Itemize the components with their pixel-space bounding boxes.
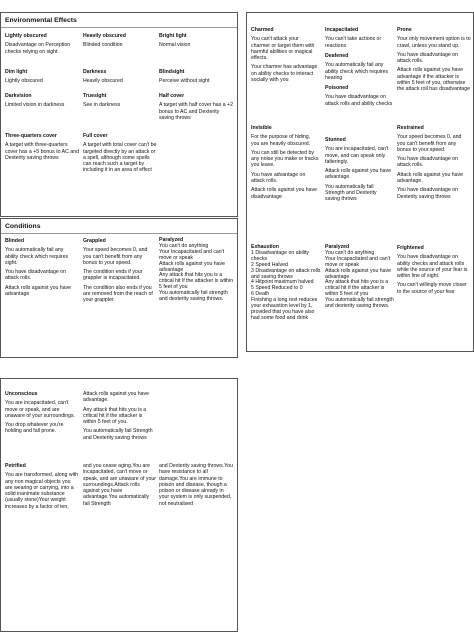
cell-title: Invisible [251, 125, 272, 131]
cell-text: Any attack that hits you is a critical hit if the attacker is within 5 feet of you [159, 272, 234, 291]
condition-cell [325, 137, 393, 206]
cell-text: and Dexterity saving throws.You have resistance to all damage.You are immune to poison and disease, though a poison or disease already in your system is only suspended, not neutralised [159, 463, 233, 507]
cell-text: You can't do anything [159, 242, 209, 249]
condition-cell [5, 463, 79, 513]
cell-title: Incapacitated [325, 27, 359, 33]
cell-text: 5 Speed Reduced to 0 [251, 285, 303, 292]
env-cell [5, 93, 77, 112]
cell-title: Paralyzed [325, 244, 350, 250]
cell-text: A target with half cover has a +2 bonus to AC and Dexterity saving throws [159, 102, 233, 121]
cell-title: Paralyzed [159, 237, 184, 243]
cell-text: You have disadvantage on attack rolls. [397, 51, 458, 65]
cell-title: Frightened [397, 245, 424, 251]
cell-text: Your speed becomes 0, and you can't benefit from any bonus to your speed. [397, 134, 462, 153]
conditions-panel-continued [0, 378, 238, 632]
condition-cell [397, 125, 471, 203]
cell-title: Lightly obscured [5, 33, 47, 39]
cell-title: Heavily obscured [83, 33, 126, 39]
cell-text: Heavily obscured [83, 78, 123, 85]
cell-text: You have disadvantage on attack rolls. [397, 156, 458, 169]
cell-text: Your speed becomes 0, and you can't benefit from any bonus to your speed. [83, 247, 148, 266]
cell-text: You have disadvantage on Dexterity saving throws [397, 187, 458, 200]
cell-text: You automatically fail any ability check which requires sight. [5, 247, 69, 266]
cell-text: The condition also ends if you are removed from the reach of your grappler [83, 284, 153, 304]
cell-title: Grappled [83, 238, 106, 244]
cell-text: Limited vision in darkness [5, 102, 65, 109]
cell-title: Dim light [5, 69, 28, 75]
env-cell [83, 33, 155, 52]
cell-title: Exhaustion [251, 244, 279, 250]
cell-text: 6 Death [251, 291, 270, 298]
cell-text: Attack rolls against you have advantage. [83, 391, 150, 404]
cell-text: You automatically fail any ability check which requires hearing [325, 62, 389, 81]
cell-title: Three-quarters cover [5, 133, 57, 139]
cell-text: Normal vision [159, 42, 191, 49]
condition-cell [159, 463, 235, 510]
cell-text: Your charmer has advantage on ability checks to interact socially with you [251, 64, 318, 84]
cell-text: Attack rolls against you have disadvantage [251, 187, 318, 200]
cell-title: Deafened [325, 53, 349, 59]
condition-cell [5, 391, 77, 438]
cell-text: Attack rolls against you have advantage [5, 284, 72, 298]
cell-text: You can't take actions or reactions [325, 36, 382, 49]
env-cell [5, 133, 79, 164]
cell-text: Attack rolls against you have advantage. [397, 171, 464, 185]
condition-cell [397, 245, 471, 298]
cell-text: You have disadvantage on attack rolls. [5, 269, 66, 282]
cell-text: See in darkness [83, 102, 121, 109]
cell-text: You can still be detected by any noise you make or tracks you leave. [251, 149, 319, 169]
env-cell [83, 133, 157, 177]
cell-title: Half cover [159, 93, 185, 99]
cell-text: and you cease aging.You are incapacitated, can't move or speak, and are unaware of your surroundings.Attack rolls against you have advantage.You automatically fail Strength [83, 463, 156, 507]
cell-text: You have disadvantage on ability checks and attack rolls while the source of your fear is within line of sight. [397, 254, 468, 280]
condition-cell [251, 27, 319, 86]
env-cell [83, 93, 155, 112]
cell-title: Blindsight [159, 69, 185, 75]
condition-cell [397, 27, 471, 96]
cell-text: Attack rolls against you have advantage. [325, 168, 392, 181]
cell-title: Full cover [83, 133, 108, 139]
cell-text: You can't attack your charmer or target them with harmful abilities or magical effects. [251, 36, 315, 62]
conditions-panel [0, 218, 238, 358]
cell-title: Bright light [159, 33, 187, 39]
cell-text: Finishing a long rest reduces your exhaustion level by 1, provided that you have also had some food and drink [251, 297, 318, 321]
cell-text: A target with three-quarters cover has a +5 bonus to AC and Dexterity saving throws [5, 142, 79, 161]
env-cell [5, 33, 77, 58]
env-cell [159, 33, 233, 52]
cell-text: Your Incapacitated and can't move or speak [325, 255, 391, 268]
cell-text: You have disadvantage on attack rolls and ability checks [325, 94, 393, 107]
divider [1, 233, 237, 234]
cell-title: Petrified [5, 463, 26, 469]
cell-text: Attack rolls against you have advantage if the attacker is within 5 feet of you, otherwise the attack roll has disadvantage [397, 67, 470, 93]
condition-cell [83, 238, 155, 307]
cell-text: Lightly obscured [5, 78, 43, 85]
panel-title: Conditions [5, 223, 41, 230]
condition-cell [325, 245, 395, 310]
cell-text: Blinded condition [83, 42, 123, 49]
condition-cell [325, 53, 393, 84]
conditions-panel-right [246, 12, 474, 352]
cell-text: You automatically fail strength and dexterity saving throws. [159, 290, 228, 303]
cell-title: Stunned [325, 137, 346, 143]
cell-text: 3 Disadvantage on attack rolls and saving throws [251, 267, 321, 280]
cell-title: Poisoned [325, 85, 349, 91]
env-cell [159, 93, 233, 124]
cell-text: Any attack that hits you is a critical hit if the attacker is within 5 feet of you [325, 279, 389, 298]
cell-title: Charmed [251, 27, 274, 33]
panel-title: Environmental Effects [5, 17, 77, 24]
cell-text: You drop whatever you're holding and fall prone. [5, 422, 64, 435]
condition-cell [5, 238, 77, 300]
cell-text: You have advantage on attack rolls. [251, 171, 306, 185]
cell-text: Perceive without sight [159, 78, 210, 85]
cell-text: Disadvantage on Perception checks relying on sight [5, 42, 71, 55]
cell-text: Attack rolls against you have advantage [159, 260, 226, 273]
cell-text: The condition ends if your grappler is incapacitated. [83, 269, 143, 282]
cell-text: 1 Disadvantage on ability checks [251, 249, 309, 262]
cell-text: You are incapacitated, can't move or speak, and are unaware of your surroundings. [5, 400, 76, 419]
condition-cell [83, 463, 157, 510]
cell-text: You automatically fail Strength and Dexterity saving throws [325, 183, 377, 203]
condition-cell [325, 85, 393, 110]
condition-cell [83, 391, 155, 444]
condition-cell [251, 245, 321, 322]
cell-title: Prone [397, 27, 412, 33]
env-cell [83, 69, 155, 88]
cell-text: You are transformed, along with any non magical objects you are wearing or carrying, into a solid inanimate substance (usually stone)Your weight increases by a factor of ten, [5, 472, 79, 510]
cell-text: You can't willingly move closer to the source of your fear [397, 282, 467, 295]
cell-text: Any attack that hits you is a critical hit if the attacker is within 5 feet of you. [83, 406, 147, 426]
cell-title: Blinded [5, 238, 25, 244]
divider [1, 27, 237, 28]
env-cell [159, 69, 233, 88]
cell-text: You are incapacitated, can't move, and can speak only falteringly. [325, 146, 389, 165]
env-cell [5, 69, 77, 88]
cell-text: You can't do anything [325, 249, 375, 256]
condition-cell [325, 27, 393, 52]
cell-text: 4 Hitpoint maximum halved [251, 279, 314, 286]
cell-title: Darkvision [5, 93, 32, 99]
cell-text: Attack rolls against you have advantage [325, 267, 392, 280]
cell-text: 2 Speed Halved [251, 261, 288, 268]
condition-cell [251, 125, 319, 203]
condition-cell [159, 238, 235, 303]
cell-title: Truesight [83, 93, 107, 99]
cell-title: Unconscious [5, 391, 38, 397]
cell-text: For the purpose of hiding, you are heavily obscured. [251, 134, 311, 147]
cell-text: A target with total cover can't be targeted directly by an attack or a spell, although some spells can reach such a target by including it in an area of effect [83, 142, 157, 174]
cell-title: Darkness [83, 69, 107, 75]
environmental-effects-panel [0, 12, 238, 217]
cell-text: Your Incapacitated and can't move or speak [159, 248, 225, 261]
cell-title: Restrained [397, 125, 424, 131]
cell-text: You automatically fail Strength and Dexterity saving throws [83, 428, 153, 441]
cell-text: You automatically fail strength and dexterity saving throws. [325, 297, 394, 310]
cell-text: Your only movement option is to crawl, unless you stand up. [397, 36, 471, 49]
